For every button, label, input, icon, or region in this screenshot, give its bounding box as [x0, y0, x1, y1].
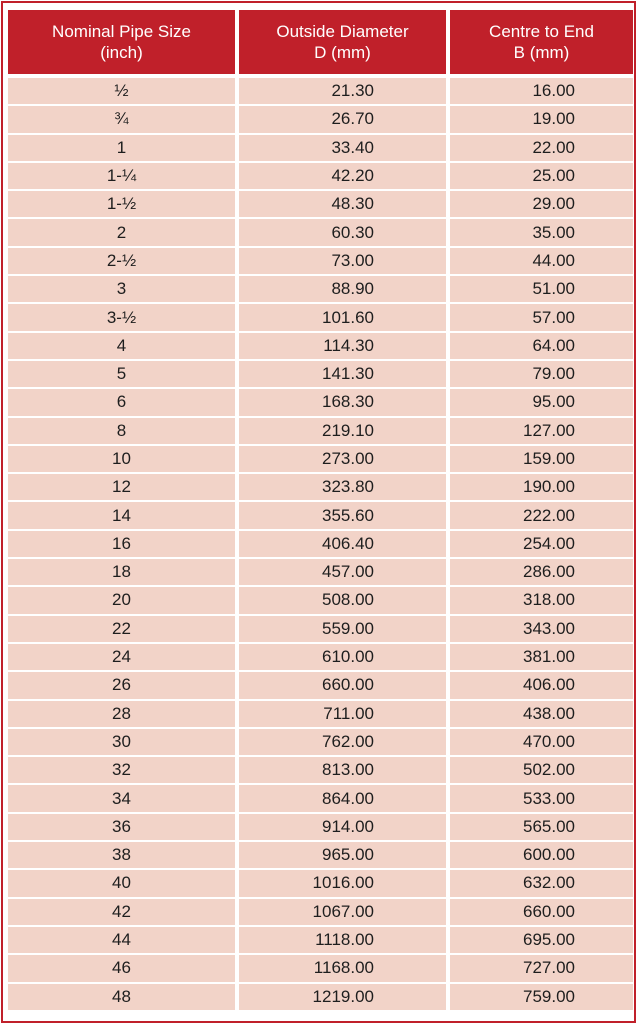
cell-centre-to-end: 127.00 [446, 418, 633, 446]
table-row [8, 559, 633, 587]
cell-centre-to-end: 318.00 [446, 587, 633, 615]
cell-outside-diameter: 457.00 [235, 559, 446, 587]
cell-outside-diameter: 1067.00 [235, 899, 446, 927]
table-row [8, 502, 633, 530]
cell-nominal-size: 34 [8, 785, 235, 813]
cell-centre-to-end: 533.00 [446, 785, 633, 813]
cell-centre-to-end: 438.00 [446, 701, 633, 729]
cell-nominal-size: 30 [8, 729, 235, 757]
table-row [8, 191, 633, 219]
table-header [8, 10, 633, 78]
table-row [8, 644, 633, 672]
header-outside-diameter [235, 10, 446, 78]
cell-nominal-size: 24 [8, 644, 235, 672]
cell-centre-to-end: 44.00 [446, 248, 633, 276]
table-frame [1, 1, 636, 1023]
cell-nominal-size: 18 [8, 559, 235, 587]
table-row [8, 757, 633, 785]
table-row [8, 814, 633, 842]
header-outside-diameter-line2: D (mm) [314, 43, 371, 62]
cell-outside-diameter: 48.30 [235, 191, 446, 219]
cell-outside-diameter: 1168.00 [235, 955, 446, 983]
cell-outside-diameter: 1016.00 [235, 870, 446, 898]
cell-nominal-size: 4 [8, 333, 235, 361]
cell-centre-to-end: 35.00 [446, 219, 633, 247]
cell-nominal-size: 1-½ [8, 191, 235, 219]
cell-outside-diameter: 914.00 [235, 814, 446, 842]
cell-outside-diameter: 323.80 [235, 474, 446, 502]
cell-centre-to-end: 159.00 [446, 446, 633, 474]
cell-outside-diameter: 1219.00 [235, 984, 446, 1012]
cell-nominal-size: 12 [8, 474, 235, 502]
cell-nominal-size: 3-½ [8, 304, 235, 332]
cell-outside-diameter: 60.30 [235, 219, 446, 247]
cell-centre-to-end: 51.00 [446, 276, 633, 304]
table-row [8, 474, 633, 502]
cell-outside-diameter: 141.30 [235, 361, 446, 389]
cell-nominal-size: 20 [8, 587, 235, 615]
table-row [8, 616, 633, 644]
cell-nominal-size: 46 [8, 955, 235, 983]
cell-outside-diameter: 406.40 [235, 531, 446, 559]
cell-outside-diameter: 355.60 [235, 502, 446, 530]
cell-centre-to-end: 343.00 [446, 616, 633, 644]
cell-outside-diameter: 864.00 [235, 785, 446, 813]
cell-outside-diameter: 813.00 [235, 757, 446, 785]
cell-nominal-size: 3 [8, 276, 235, 304]
table-row [8, 333, 633, 361]
cell-centre-to-end: 57.00 [446, 304, 633, 332]
cell-centre-to-end: 727.00 [446, 955, 633, 983]
table-row [8, 531, 633, 559]
cell-outside-diameter: 965.00 [235, 842, 446, 870]
table-row [8, 106, 633, 134]
cell-nominal-size: 1 [8, 135, 235, 163]
cell-outside-diameter: 114.30 [235, 333, 446, 361]
cell-centre-to-end: 95.00 [446, 389, 633, 417]
table-row [8, 219, 633, 247]
table-row [8, 304, 633, 332]
cell-nominal-size: 44 [8, 927, 235, 955]
cell-centre-to-end: 16.00 [446, 78, 633, 106]
cell-centre-to-end: 79.00 [446, 361, 633, 389]
cell-outside-diameter: 101.60 [235, 304, 446, 332]
header-nominal-pipe-size [8, 10, 235, 78]
cell-outside-diameter: 33.40 [235, 135, 446, 163]
cell-nominal-size: 10 [8, 446, 235, 474]
table-row [8, 701, 633, 729]
cell-outside-diameter: 762.00 [235, 729, 446, 757]
cell-nominal-size: 36 [8, 814, 235, 842]
table-row [8, 842, 633, 870]
cell-centre-to-end: 22.00 [446, 135, 633, 163]
cell-outside-diameter: 1118.00 [235, 927, 446, 955]
cell-nominal-size: 2 [8, 219, 235, 247]
cell-nominal-size: 6 [8, 389, 235, 417]
table-row [8, 729, 633, 757]
cell-centre-to-end: 64.00 [446, 333, 633, 361]
cell-centre-to-end: 19.00 [446, 106, 633, 134]
table-row [8, 899, 633, 927]
table-row [8, 785, 633, 813]
cell-centre-to-end: 502.00 [446, 757, 633, 785]
table-row [8, 163, 633, 191]
header-nominal-pipe-size-line2: (inch) [100, 43, 143, 62]
table-row [8, 927, 633, 955]
cell-centre-to-end: 222.00 [446, 502, 633, 530]
cell-nominal-size: 48 [8, 984, 235, 1012]
table-row [8, 672, 633, 700]
cell-outside-diameter: 73.00 [235, 248, 446, 276]
cell-outside-diameter: 508.00 [235, 587, 446, 615]
cell-nominal-size: 38 [8, 842, 235, 870]
cell-outside-diameter: 88.90 [235, 276, 446, 304]
cell-nominal-size: 2-½ [8, 248, 235, 276]
table-row [8, 276, 633, 304]
table-row [8, 870, 633, 898]
cell-outside-diameter: 42.20 [235, 163, 446, 191]
cell-outside-diameter: 711.00 [235, 701, 446, 729]
cell-nominal-size: 22 [8, 616, 235, 644]
table-row [8, 418, 633, 446]
cell-outside-diameter: 559.00 [235, 616, 446, 644]
pipe-dimensions-table [8, 10, 633, 1012]
cell-centre-to-end: 29.00 [446, 191, 633, 219]
cell-centre-to-end: 695.00 [446, 927, 633, 955]
cell-centre-to-end: 565.00 [446, 814, 633, 842]
cell-outside-diameter: 21.30 [235, 78, 446, 106]
cell-centre-to-end: 254.00 [446, 531, 633, 559]
cell-centre-to-end: 406.00 [446, 672, 633, 700]
cell-nominal-size: 40 [8, 870, 235, 898]
cell-nominal-size: 8 [8, 418, 235, 446]
cell-nominal-size: 5 [8, 361, 235, 389]
table-row [8, 955, 633, 983]
cell-nominal-size: 28 [8, 701, 235, 729]
cell-centre-to-end: 25.00 [446, 163, 633, 191]
cell-centre-to-end: 381.00 [446, 644, 633, 672]
cell-centre-to-end: 190.00 [446, 474, 633, 502]
cell-outside-diameter: 168.30 [235, 389, 446, 417]
cell-nominal-size: ¾ [8, 106, 235, 134]
header-centre-to-end [446, 10, 633, 78]
header-nominal-pipe-size-line1: Nominal Pipe Size [52, 22, 191, 41]
cell-nominal-size: ½ [8, 78, 235, 106]
cell-centre-to-end: 600.00 [446, 842, 633, 870]
cell-nominal-size: 14 [8, 502, 235, 530]
cell-nominal-size: 32 [8, 757, 235, 785]
cell-outside-diameter: 219.10 [235, 418, 446, 446]
cell-centre-to-end: 759.00 [446, 984, 633, 1012]
table-row [8, 587, 633, 615]
table-body [8, 78, 633, 1012]
cell-nominal-size: 42 [8, 899, 235, 927]
cell-centre-to-end: 470.00 [446, 729, 633, 757]
cell-nominal-size: 26 [8, 672, 235, 700]
header-row [8, 10, 633, 78]
table-row [8, 361, 633, 389]
header-outside-diameter-line1: Outside Diameter [276, 22, 409, 41]
cell-nominal-size: 16 [8, 531, 235, 559]
cell-centre-to-end: 632.00 [446, 870, 633, 898]
cell-outside-diameter: 660.00 [235, 672, 446, 700]
table-row [8, 984, 633, 1012]
table-row [8, 248, 633, 276]
table-row [8, 135, 633, 163]
cell-outside-diameter: 610.00 [235, 644, 446, 672]
cell-outside-diameter: 273.00 [235, 446, 446, 474]
header-centre-to-end-line1: Centre to End [489, 22, 594, 41]
cell-nominal-size: 1-¼ [8, 163, 235, 191]
cell-centre-to-end: 286.00 [446, 559, 633, 587]
header-centre-to-end-line2: B (mm) [513, 43, 570, 62]
table-row [8, 446, 633, 474]
table-row [8, 78, 633, 106]
cell-centre-to-end: 660.00 [446, 899, 633, 927]
table-row [8, 389, 633, 417]
cell-outside-diameter: 26.70 [235, 106, 446, 134]
